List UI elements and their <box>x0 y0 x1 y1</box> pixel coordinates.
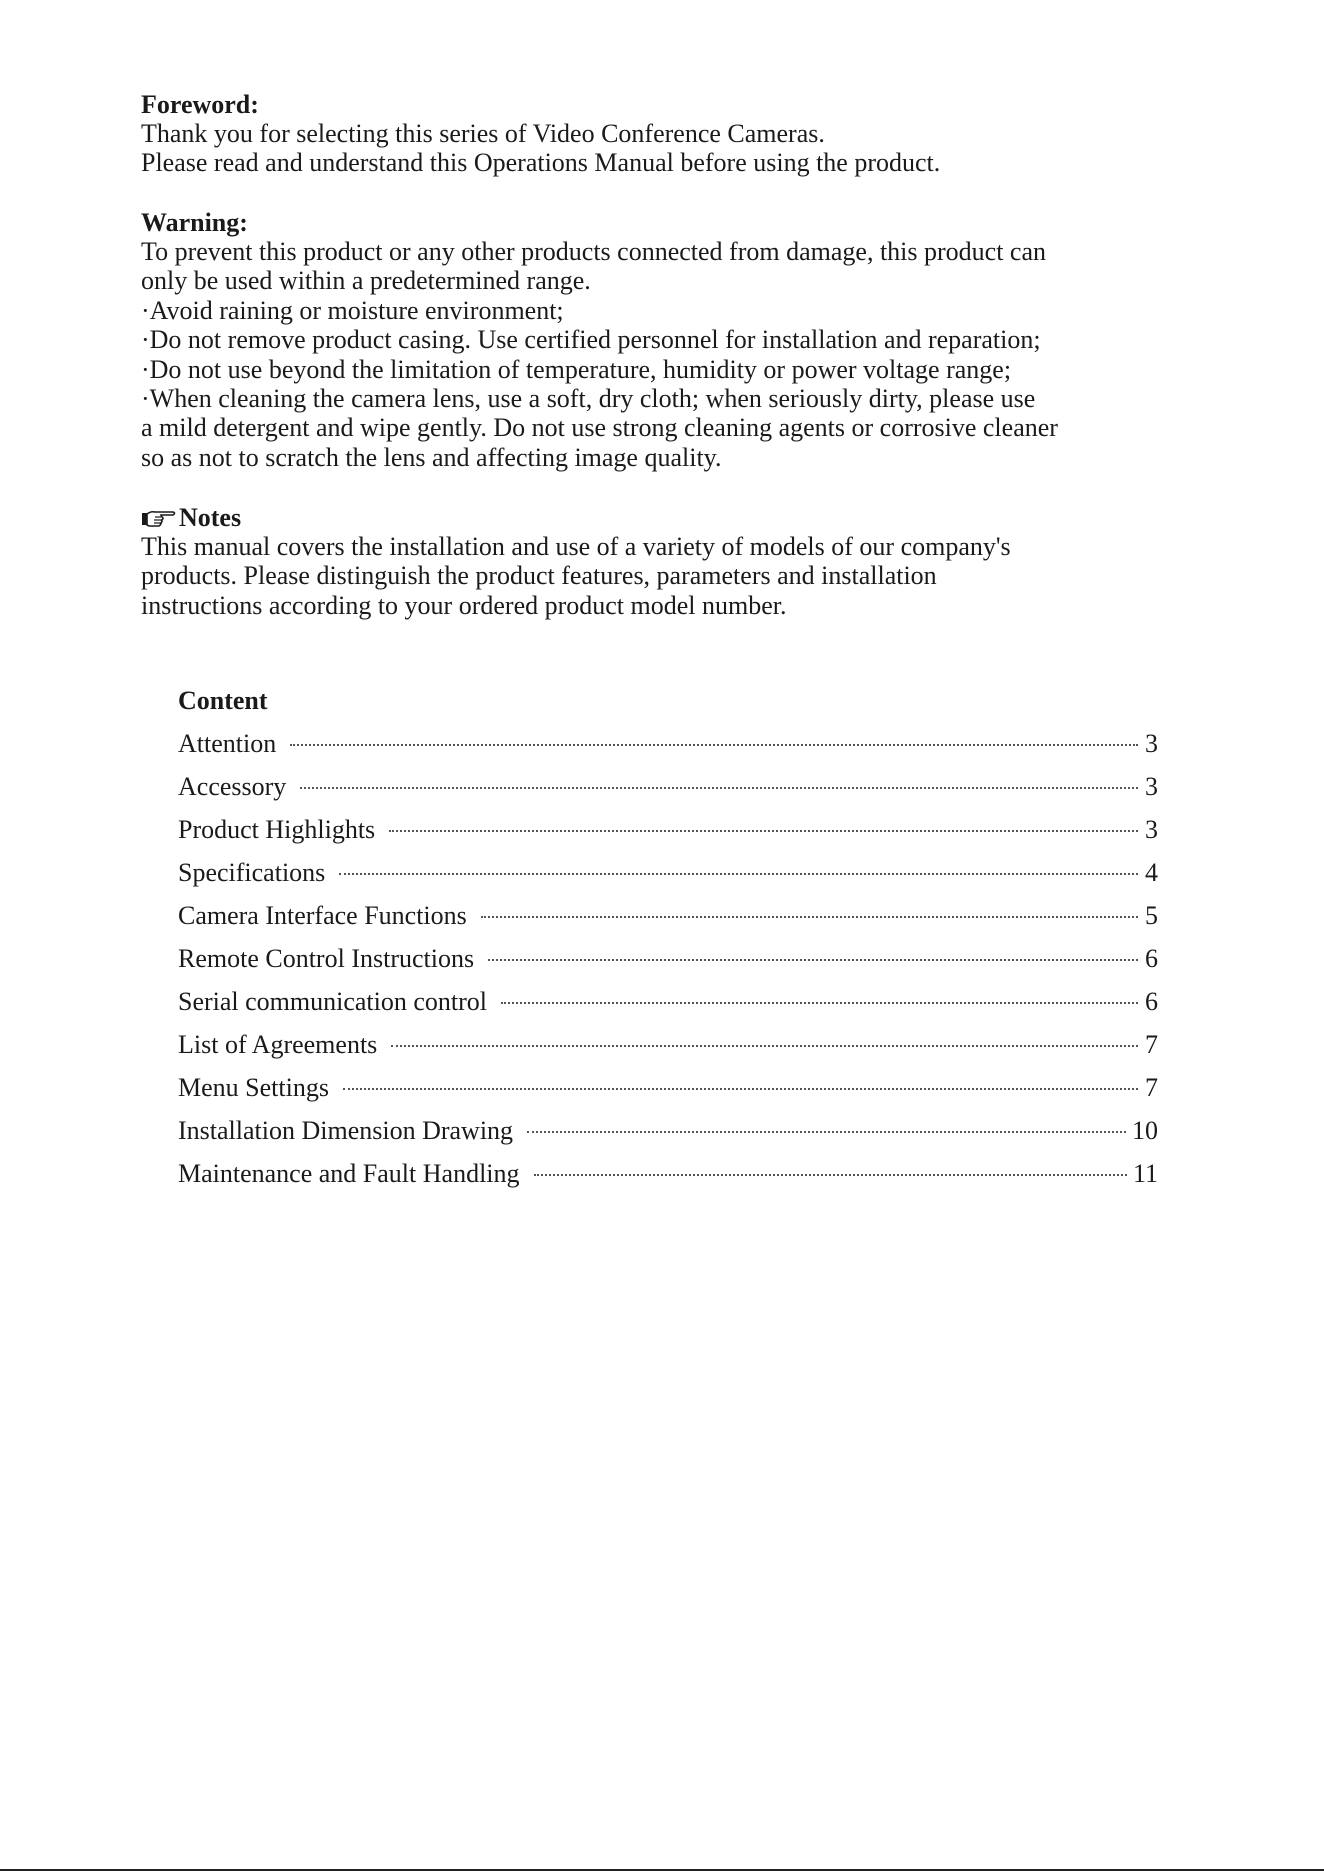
notes-line: This manual covers the installation and use of a variety of models of our company's <box>141 532 1011 561</box>
toc-item-maintenance-and-fault-handling[interactable] <box>178 1152 1158 1195</box>
foreword-heading: Foreword: <box>141 90 259 119</box>
foreword-section <box>141 90 1221 178</box>
toc-item-label: Product Highlights <box>178 815 376 844</box>
pointing-hand-icon <box>141 507 177 529</box>
toc-item-label: Attention <box>178 729 277 758</box>
foreword-line: Thank you for selecting this series of Video Conference Cameras. <box>141 119 825 148</box>
toc-page-number: 4 <box>1145 858 1158 887</box>
toc-page-number: 7 <box>1145 1030 1158 1059</box>
toc-item-label: Menu Settings <box>178 1073 329 1102</box>
toc-item-label: Camera Interface Functions <box>178 901 467 930</box>
toc-item-remote-control-instructions[interactable] <box>178 937 1158 980</box>
toc-page-number: 7 <box>1145 1073 1158 1102</box>
warning-line: a mild detergent and wipe gently. Do not use strong cleaning agents or corrosive cleaner <box>141 413 1058 443</box>
table-of-contents <box>178 686 1158 1195</box>
toc-dot-leader <box>389 830 1138 832</box>
notes-line: products. Please distinguish the product features, parameters and installation <box>141 561 937 591</box>
foreword-line: Please read and understand this Operations Manual before using the product. <box>141 148 941 178</box>
warning-line: ·Avoid raining or moisture environment; <box>141 295 564 325</box>
warning-line: ·Do not remove product casing. Use certified personnel for installation and reparation; <box>141 325 1041 355</box>
warning-line: To prevent this product or any other products connected from damage, this product can <box>141 237 1047 266</box>
toc-page-number: 6 <box>1145 987 1158 1016</box>
toc-dot-leader <box>501 1002 1138 1004</box>
toc-dot-leader <box>391 1045 1138 1047</box>
toc-item-menu-settings[interactable] <box>178 1066 1158 1109</box>
toc-page-number: 5 <box>1145 901 1158 930</box>
toc-item-label: Installation Dimension Drawing <box>178 1116 514 1145</box>
toc-item-list-of-agreements[interactable] <box>178 1023 1158 1066</box>
toc-page-number: 3 <box>1145 815 1158 844</box>
toc-dot-leader <box>300 787 1138 789</box>
toc-page-number: 3 <box>1145 772 1158 801</box>
toc-item-label: List of Agreements <box>178 1030 378 1059</box>
notes-heading: Notes <box>179 503 242 532</box>
toc-item-attention[interactable] <box>178 722 1158 765</box>
toc-item-label: Accessory <box>178 772 287 801</box>
toc-item-specifications[interactable] <box>178 851 1158 894</box>
toc-dot-leader <box>343 1088 1138 1090</box>
toc-item-label: Maintenance and Fault Handling <box>178 1159 520 1188</box>
warning-line: ·Do not use beyond the limitation of temperature, humidity or power voltage range; <box>141 354 1012 384</box>
toc-item-accessory[interactable] <box>178 765 1158 808</box>
toc-page-number: 10 <box>1132 1116 1158 1145</box>
toc-title: Content <box>178 686 268 715</box>
toc-list <box>178 722 1158 1195</box>
toc-item-serial-communication-control[interactable] <box>178 980 1158 1023</box>
toc-dot-leader <box>481 916 1138 918</box>
toc-item-label: Specifications <box>178 858 326 887</box>
toc-item-label: Serial communication control <box>178 987 488 1016</box>
toc-page-number: 11 <box>1132 1159 1158 1188</box>
notes-section <box>141 503 1221 620</box>
toc-page-number: 3 <box>1145 729 1158 758</box>
toc-item-label: Remote Control Instructions <box>178 944 475 973</box>
toc-dot-leader <box>488 959 1138 961</box>
toc-dot-leader <box>339 873 1138 875</box>
notes-line: instructions according to your ordered product model number. <box>141 590 787 620</box>
warning-heading: Warning: <box>141 208 248 237</box>
warning-line: so as not to scratch the lens and affecting image quality. <box>141 442 722 472</box>
toc-dot-leader <box>290 744 1138 746</box>
warning-section <box>141 208 1221 472</box>
toc-item-installation-dimension-drawing[interactable] <box>178 1109 1158 1152</box>
page-bottom-rule <box>0 1869 1324 1871</box>
toc-dot-leader <box>534 1174 1127 1176</box>
warning-line: only be used within a predetermined range. <box>141 266 591 296</box>
toc-item-camera-interface-functions[interactable] <box>178 894 1158 937</box>
toc-page-number: 6 <box>1145 944 1158 973</box>
toc-item-product-highlights[interactable] <box>178 808 1158 851</box>
toc-dot-leader <box>527 1131 1126 1133</box>
warning-line: ·When cleaning the camera lens, use a soft, dry cloth; when seriously dirty, please use <box>141 384 1036 414</box>
notes-heading-row <box>141 503 1221 532</box>
